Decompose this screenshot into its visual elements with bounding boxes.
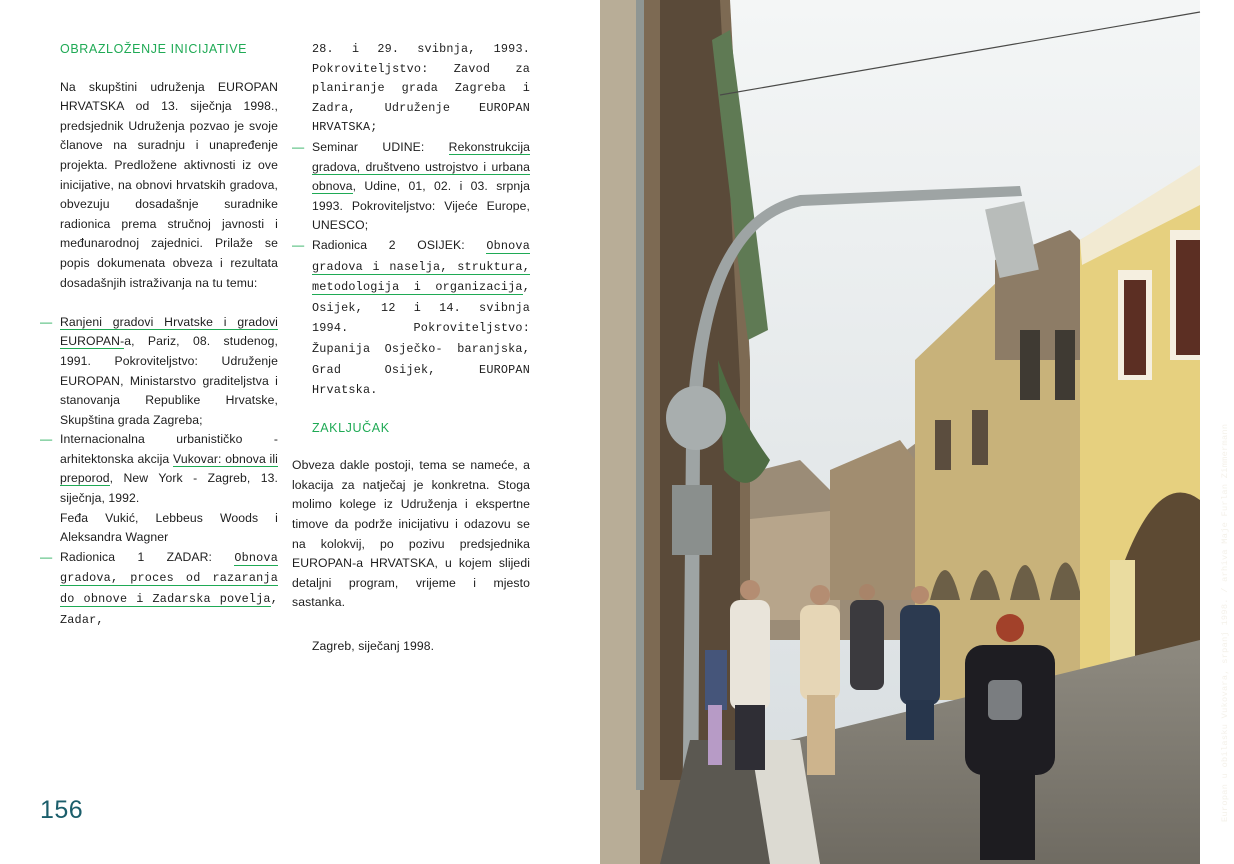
left-page — [0, 0, 600, 864]
document-details: , Udine, 01, 02. i 03. srpnja 1993. Pokroviteljstvo: Vijeće Europe, UNESCO; — [312, 179, 530, 233]
drain-pipe — [636, 0, 644, 790]
text-column-1 — [40, 40, 278, 630]
list-dash-icon: — — [40, 549, 53, 564]
list-dash-icon: — — [40, 314, 53, 329]
street-photo — [600, 0, 1230, 864]
document-title: Vukovar: obnova ili preporod — [60, 451, 278, 486]
list-dash-icon: — — [292, 237, 305, 252]
list-item — [292, 138, 530, 236]
list-item-continuation: 28. i 29. svibnja, 1993. Pokroviteljstvo: Zavod za planiranje grada Zagreba i Zadra, Udruženje EUROPAN HRVATSKA; — [312, 42, 530, 135]
document-details: , Zadar, — [60, 592, 278, 627]
document-details: , New York - Zagreb, 13. siječnja, 1992. — [60, 471, 278, 506]
text-column-2 — [292, 40, 530, 657]
photo-caption: Europan u obilasku Vukovara, srpanj 1998. / arhiva Maje Furlan Zimmermann — [1220, 423, 1230, 822]
list-item — [40, 430, 278, 548]
document-type: Radionica 2 OSIJEK: — [312, 237, 487, 252]
section-heading-rationale: OBRAZLOŽENJE INICIJATIVE — [60, 42, 248, 56]
document-list-continued — [292, 138, 530, 401]
intro-paragraph: Na skupštini udruženja EUROPAN HRVATSKA od 13. siječnja 1998., predsjednik Udruženja pozvao je svoje članove na suradnju i unapređenje projekta. Predložene aktivnosti iz ove inicijative, na obnovi hrvatskih gradova, obvezuju dosadašnje suradnike radionica prema stručnoj javnosti i međunarodnoj zajednici. Prilaže se popis dokumenata obveza i rezultata dosadašnjih istraživanja na tu temu: — [60, 79, 278, 290]
document-title: Obnova gradova, proces od razaranja do obnove i Zadarska povelja — [60, 550, 278, 607]
document-details: a, Pariz, 08. studenog, 1991. Pokroviteljstvo: Udruženje EUROPAN, Ministarstvo graditeljstva i stanovanja Republike Hrvatske, Skupština grada Zagreba; — [60, 334, 278, 427]
page-number: 156 — [40, 796, 84, 824]
list-item — [292, 236, 530, 401]
traffic-sign — [666, 386, 726, 450]
document-title: Rekonstrukcija gradova, društveno ustrojstvo i urbana obnova — [312, 139, 530, 194]
document-details: , Osijek, 12 i 14. svibnja 1994. Pokroviteljstvo: Županija Osječko- baranjska, Grad Osijek, EUROPAN Hrvatska. — [312, 280, 530, 398]
list-dash-icon: — — [40, 432, 53, 447]
document-list — [40, 313, 278, 631]
document-type: Seminar UDINE: — [312, 139, 449, 154]
document-type: Radionica 1 ZADAR: — [60, 549, 235, 564]
document-authors: Feđa Vukić, Lebbeus Woods i Aleksandra Wagner — [60, 510, 278, 545]
conclusion-paragraph: Obveza dakle postoji, tema se nameće, a lokacija za natječaj je konkretna. Stoga molimo kolege iz Udruženja i ekspertne timove da podrže inicijativu i odazovu se na kolokvij, po pozivu predsjednika EUROPAN-a HRVATSKA, u kojem slijedi detaljni program, vrijeme i mjesto sastanka. — [292, 458, 530, 610]
document-title: Obnova gradova i naselja, struktura, metodologija i organizacija — [312, 238, 530, 295]
vukovar-street-illustration — [600, 0, 1200, 864]
section-heading-conclusion: ZAKLJUČAK — [312, 420, 390, 435]
list-item — [40, 313, 278, 431]
list-item — [40, 548, 278, 630]
document-type: Internacionalna urbanističko - arhitektonska akcija — [60, 432, 278, 466]
list-dash-icon: — — [292, 139, 305, 154]
place-date: Zagreb, siječanj 1998. — [312, 639, 435, 654]
document-title: Ranjeni gradovi Hrvatske i gradovi EUROPAN- — [60, 314, 278, 349]
